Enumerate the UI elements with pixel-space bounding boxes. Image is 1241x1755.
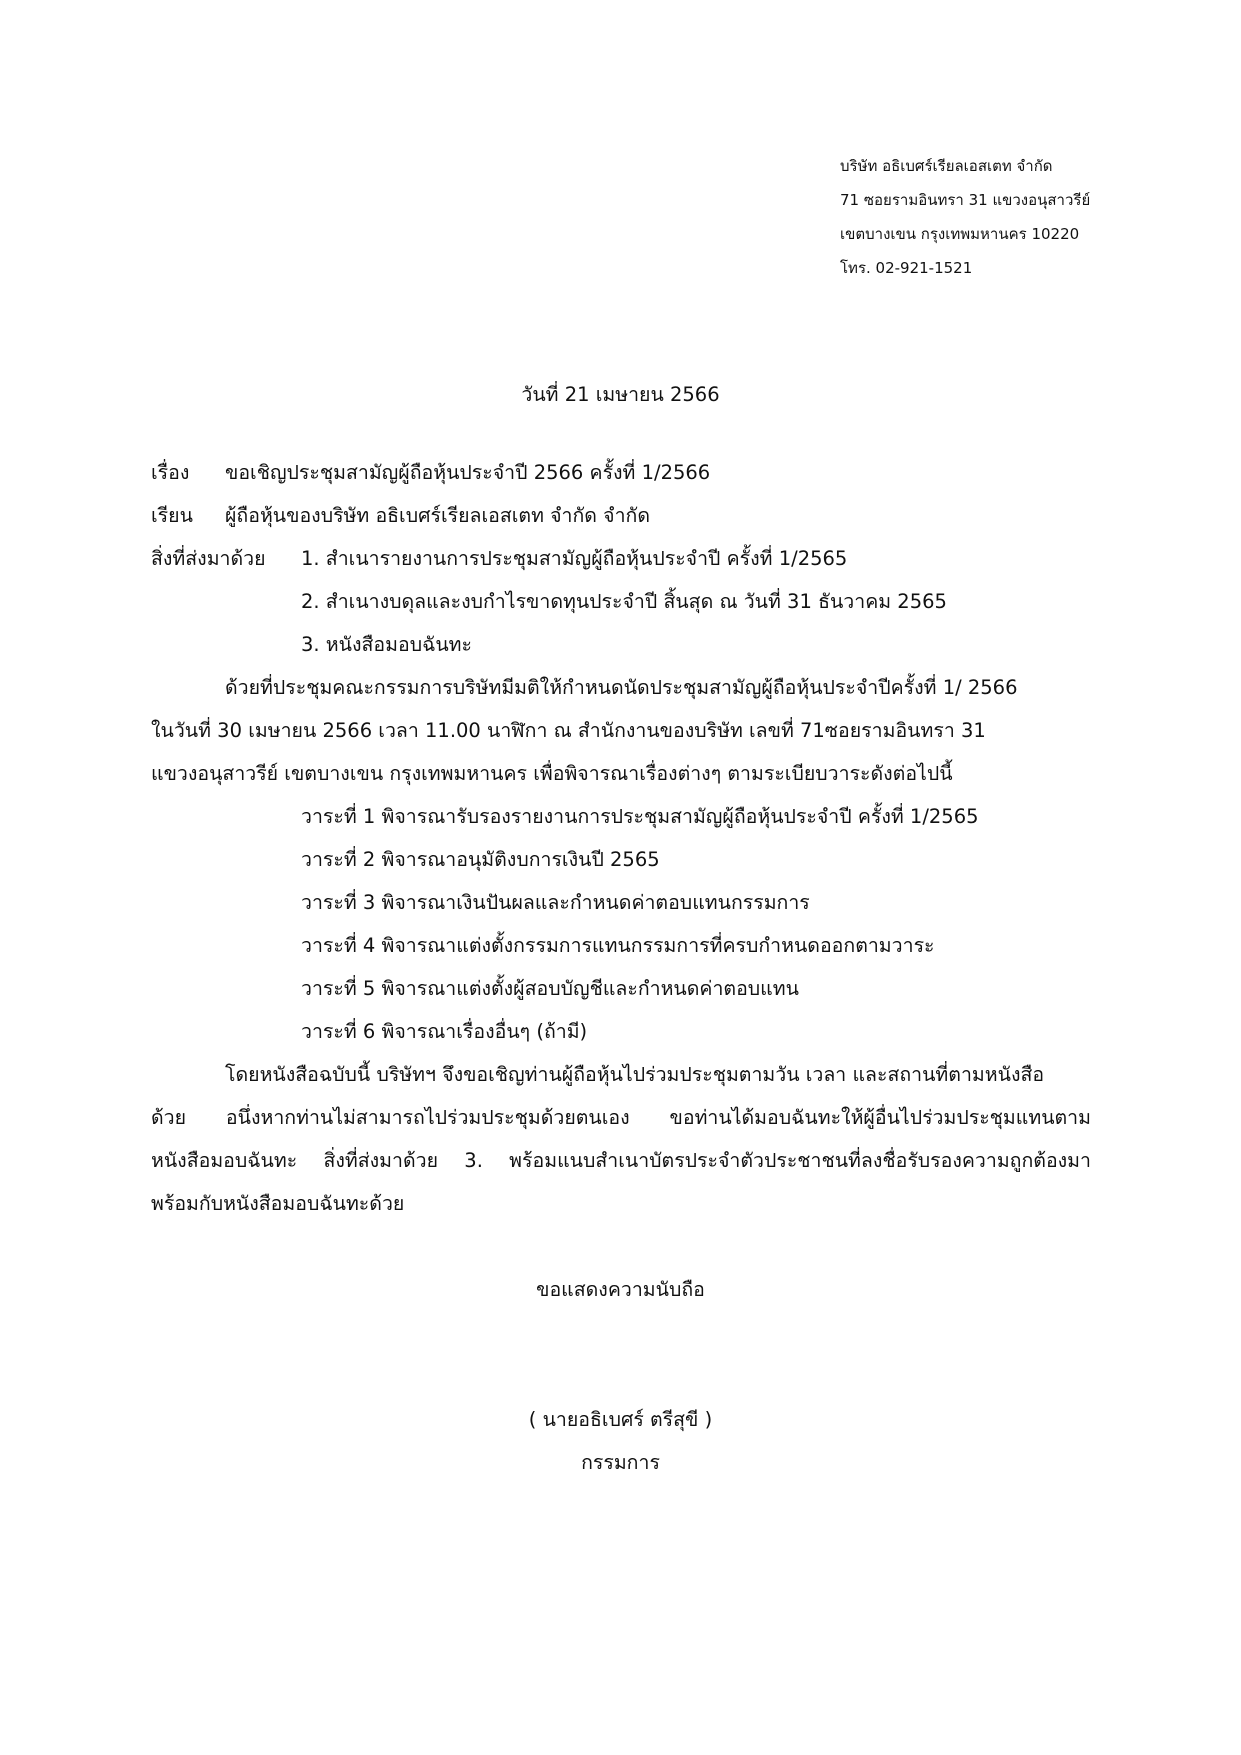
body-paragraph1-line: ในวันที่ 30 เมษายน 2566 เวลา 11.00 นาฬิกา ณ สำนักงานของบริษัท เลขที่ 71ซอยรามอินทรา 31 bbox=[151, 719, 986, 742]
agenda-item: วาระที่ 1 พิจารณารับรองรายงานการประชุมสามัญผู้ถือหุ้นประจำปี ครั้งที่ 1/2565 bbox=[301, 805, 979, 828]
body-paragraph1-line: แขวงอนุสาวรีย์ เขตบางเขน กรุงเทพมหานคร เพื่อพิจารณาเรื่องต่างๆ ตามระเบียบวาระดังต่อไปนี้ bbox=[151, 762, 953, 785]
agenda-item: วาระที่ 2 พิจารณาอนุมัติงบการเงินปี 2565 bbox=[301, 848, 660, 871]
body-paragraph2-line: โดยหนังสือฉบับนี้ บริษัทฯ จึงขอเชิญท่านผู้ถือหุ้นไปร่วมประชุมตามวัน เวลา และสถานที่ตามหนังสือ bbox=[225, 1063, 1045, 1086]
agenda-item: วาระที่ 5 พิจารณาแต่งตั้งผู้สอบบัญชีและกำหนดค่าตอบแทน bbox=[301, 977, 799, 1000]
subject-text: ขอเชิญประชุมสามัญผู้ถือหุ้นประจำปี 2566 ครั้งที่ 1/2566 bbox=[225, 461, 711, 484]
sender-phone: โทร. 02-921-1521 bbox=[840, 259, 973, 277]
agenda-item: วาระที่ 3 พิจารณาเงินปันผลและกำหนดค่าตอบแทนกรรมการ bbox=[301, 891, 810, 914]
recipient-label: เรียน bbox=[151, 504, 193, 527]
enclosure-item: 3. หนังสือมอบฉันทะ bbox=[301, 633, 473, 656]
subject-label: เรื่อง bbox=[151, 461, 190, 484]
body-paragraph1-line: ด้วยที่ประชุมคณะกรรมการบริษัทมีมติให้กำหนดนัดประชุมสามัญผู้ถือหุ้นประจำปีครั้งที่ 1/ 2566 bbox=[225, 676, 1018, 699]
closing-salutation: ขอแสดงความนับถือ bbox=[536, 1278, 705, 1301]
body-paragraph2-line: หนังสือมอบฉันทะ สิ่งที่ส่งมาด้วย 3. พร้อมแนบสำเนาบัตรประจำตัวประชาชนที่ลงชื่อรับรองความถูกต้องมา bbox=[151, 1149, 1091, 1172]
recipient-text: ผู้ถือหุ้นของบริษัท อธิเบศร์เรียลเอสเตท จำกัด จำกัด bbox=[225, 504, 651, 527]
body-paragraph2-line: พร้อมกับหนังสือมอบฉันทะด้วย bbox=[151, 1192, 405, 1215]
signer-title: กรรมการ bbox=[581, 1451, 660, 1474]
enclosure-item: 2. สำเนางบดุลและงบกำไรขาดทุนประจำปี สิ้นสุด ณ วันที่ 31 ธันวาคม 2565 bbox=[301, 590, 947, 613]
enclosure-item: 1. สำเนารายงานการประชุมสามัญผู้ถือหุ้นประจำปี ครั้งที่ 1/2565 bbox=[301, 547, 848, 570]
body-paragraph2-line: ด้วย อนึ่งหากท่านไม่สามารถไปร่วมประชุมด้วยตนเอง ขอท่านได้มอบฉันทะให้ผู้อื่นไปร่วมประชุมแทนตาม bbox=[151, 1106, 1091, 1129]
enclosures-label: สิ่งที่ส่งมาด้วย bbox=[151, 547, 266, 570]
letter-date: วันที่ 21 เมษายน 2566 bbox=[521, 383, 720, 406]
sender-address-line1: 71 ซอยรามอินทรา 31 แขวงอนุสาวรีย์ bbox=[840, 191, 1091, 209]
signer-name: ( นายอธิเบศร์ ตรีสุขี ) bbox=[528, 1408, 713, 1431]
agenda-item: วาระที่ 6 พิจารณาเรื่องอื่นๆ (ถ้ามี) bbox=[301, 1020, 588, 1043]
sender-company: บริษัท อธิเบศร์เรียลเอสเตท จำกัด bbox=[840, 157, 1053, 175]
agenda-item: วาระที่ 4 พิจารณาแต่งตั้งกรรมการแทนกรรมการที่ครบกำหนดออกตามวาระ bbox=[301, 934, 935, 957]
sender-address-line2: เขตบางเขน กรุงเทพมหานคร 10220 bbox=[840, 225, 1080, 243]
